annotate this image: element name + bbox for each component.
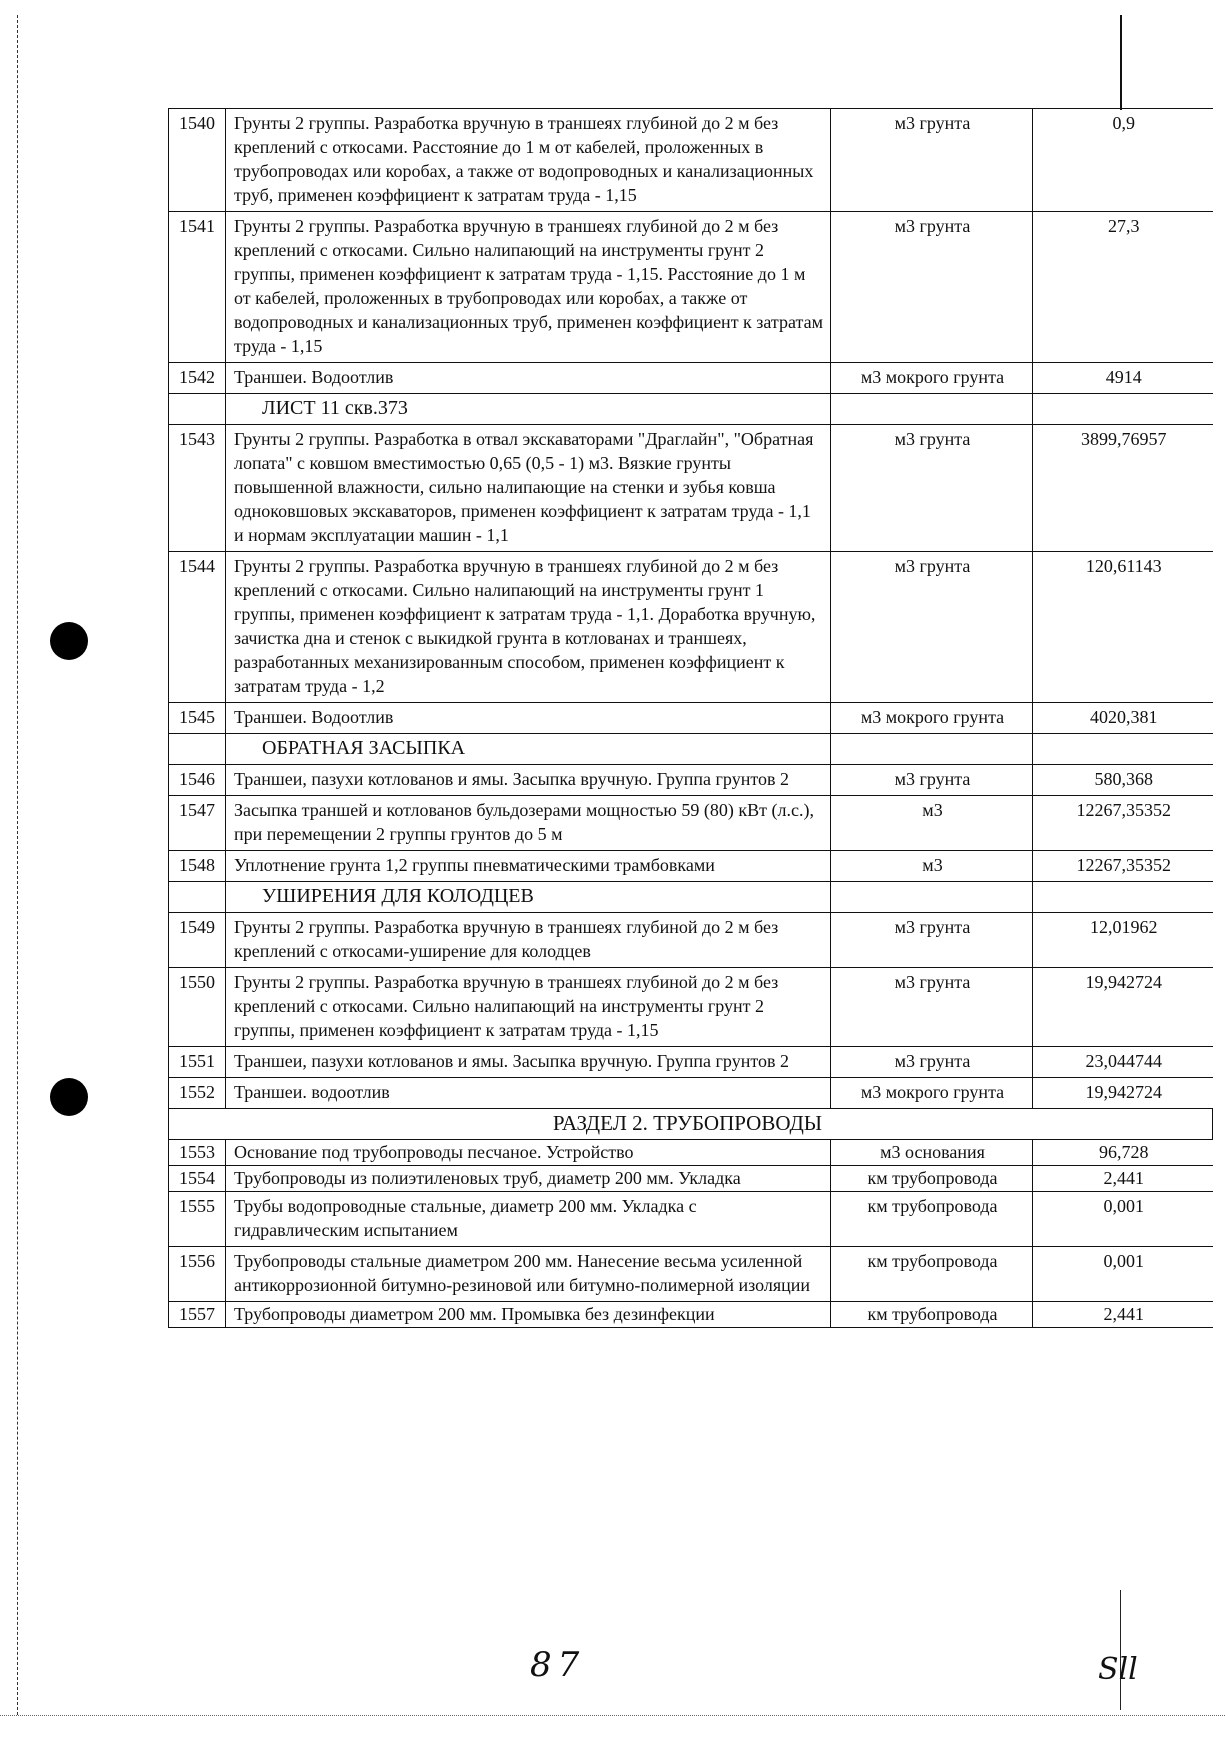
row-quantity: 12267,35352 [1033, 796, 1213, 851]
row-quantity: 580,368 [1033, 765, 1213, 796]
section-header-row [169, 394, 1213, 425]
row-quantity: 2,441 [1033, 1166, 1213, 1192]
row-quantity: 0,001 [1033, 1247, 1213, 1302]
row-description: Засыпка траншей и котлованов бульдозерами мощностью 59 (80) кВт (л.с.), при перемещении 2 группы грунтов до 5 м [226, 796, 831, 851]
table-row [169, 968, 1213, 1047]
row-number: 1547 [169, 796, 226, 851]
row-unit: км трубопровода [831, 1302, 1033, 1328]
table-row [169, 1140, 1213, 1166]
row-quantity: 2,441 [1033, 1302, 1213, 1328]
row-number: 1557 [169, 1302, 226, 1328]
estimate-table-body [169, 109, 1213, 1328]
row-description: Траншеи. Водоотлив [226, 703, 831, 734]
row-quantity: 3899,76957 [1033, 425, 1213, 552]
row-number: 1546 [169, 765, 226, 796]
row-description: Трубы водопроводные стальные, диаметр 200 мм. Укладка с гидравлическим испытанием [226, 1192, 831, 1247]
page-number: 87 [530, 1645, 586, 1685]
row-number: 1540 [169, 109, 226, 212]
row-number: 1552 [169, 1078, 226, 1109]
empty-cell [169, 394, 226, 425]
punch-hole-icon [50, 1078, 88, 1116]
row-quantity: 120,61143 [1033, 552, 1213, 703]
row-description: Траншеи, пазухи котлованов и ямы. Засыпка вручную. Группа грунтов 2 [226, 1047, 831, 1078]
row-unit: м3 [831, 851, 1033, 882]
row-unit: м3 мокрого грунта [831, 1078, 1033, 1109]
row-number: 1551 [169, 1047, 226, 1078]
row-quantity: 23,044744 [1033, 1047, 1213, 1078]
row-unit: м3 основания [831, 1140, 1033, 1166]
punch-hole-icon [50, 622, 88, 660]
row-number: 1545 [169, 703, 226, 734]
table-row [169, 765, 1213, 796]
row-quantity: 0,9 [1033, 109, 1213, 212]
row-unit: м3 грунта [831, 212, 1033, 363]
section-header-row [169, 734, 1213, 765]
row-unit: км трубопровода [831, 1247, 1033, 1302]
table-row [169, 1302, 1213, 1328]
row-quantity: 12,01962 [1033, 913, 1213, 968]
empty-cell [831, 882, 1033, 913]
section-title: РАЗДЕЛ 2. ТРУБОПРОВОДЫ [169, 1109, 1213, 1140]
table-row [169, 1247, 1213, 1302]
bottom-edge-dots [0, 1715, 1225, 1716]
empty-cell [169, 734, 226, 765]
row-number: 1542 [169, 363, 226, 394]
table-row [169, 109, 1213, 212]
row-description: Уплотнение грунта 1,2 группы пневматическими трамбовками [226, 851, 831, 882]
table-row [169, 425, 1213, 552]
row-description: Трубопроводы диаметром 200 мм. Промывка без дезинфекции [226, 1302, 831, 1328]
row-description: Трубопроводы стальные диаметром 200 мм. Нанесение весьма усиленной антикоррозионной битумно-резиновой или битумно-полимерной изоляции [226, 1247, 831, 1302]
table-row [169, 1192, 1213, 1247]
row-number: 1544 [169, 552, 226, 703]
row-unit: м3 мокрого грунта [831, 363, 1033, 394]
estimate-table [168, 108, 1213, 1328]
row-description: Трубопроводы из полиэтиленовых труб, диаметр 200 мм. Укладка [226, 1166, 831, 1192]
row-description: Грунты 2 группы. Разработка вручную в траншеях глубиной до 2 м без креплений с откосами. Сильно налипающий на инструменты грунт 2 группы, применен коэффициент к затратам труда - 1,15. Расстояние до 1 м от кабелей, проложенных в трубопроводах или коробах, а также от водопроводных и канализационных труб, применен коэффициент к затратам труда - 1,15 [226, 212, 831, 363]
row-unit: м3 грунта [831, 1047, 1033, 1078]
empty-cell [1033, 394, 1213, 425]
left-margin-line [17, 15, 18, 1715]
table-row [169, 552, 1213, 703]
row-number: 1554 [169, 1166, 226, 1192]
right-margin-line-top [1120, 15, 1122, 110]
row-number: 1548 [169, 851, 226, 882]
empty-cell [1033, 734, 1213, 765]
row-number: 1549 [169, 913, 226, 968]
table-row [169, 703, 1213, 734]
row-quantity: 19,942724 [1033, 968, 1213, 1047]
empty-cell [1033, 882, 1213, 913]
row-number: 1543 [169, 425, 226, 552]
row-quantity: 0,001 [1033, 1192, 1213, 1247]
section-title: УШИРЕНИЯ ДЛЯ КОЛОДЦЕВ [226, 882, 831, 913]
row-unit: км трубопровода [831, 1192, 1033, 1247]
table-row [169, 363, 1213, 394]
row-description: Грунты 2 группы. Разработка вручную в траншеях глубиной до 2 м без креплений с откосами. Сильно налипающий на инструменты грунт 2 группы, применен коэффициент к затратам труда - 1,15 [226, 968, 831, 1047]
row-unit: м3 грунта [831, 765, 1033, 796]
row-description: Грунты 2 группы. Разработка вручную в траншеях глубиной до 2 м без креплений с откосами-уширение для колодцев [226, 913, 831, 968]
row-unit: м3 грунта [831, 425, 1033, 552]
row-number: 1553 [169, 1140, 226, 1166]
row-unit: м3 мокрого грунта [831, 703, 1033, 734]
table-row [169, 1047, 1213, 1078]
section-title: ЛИСТ 11 скв.373 [226, 394, 831, 425]
section-header-row [169, 1109, 1213, 1140]
row-quantity: 4020,381 [1033, 703, 1213, 734]
row-description: Основание под трубопроводы песчаное. Устройство [226, 1140, 831, 1166]
table-row [169, 913, 1213, 968]
row-description: Грунты 2 группы. Разработка в отвал экскаваторами "Драглайн", "Обратная лопата" с ковшом вместимостью 0,65 (0,5 - 1) м3. Вязкие грунты повышенной влажности, сильно налипающие на стенки и зубья ковша одноковшовых экскаваторов, применен коэффициент к затратам труда - 1,1 и нормам эксплуатации машин - 1,1 [226, 425, 831, 552]
row-quantity: 96,728 [1033, 1140, 1213, 1166]
right-margin-line-bottom [1120, 1590, 1121, 1710]
row-description: Траншеи. водоотлив [226, 1078, 831, 1109]
row-unit: м3 грунта [831, 109, 1033, 212]
table-row [169, 851, 1213, 882]
table-row [169, 212, 1213, 363]
section-title: ОБРАТНАЯ ЗАСЫПКА [226, 734, 831, 765]
row-quantity: 12267,35352 [1033, 851, 1213, 882]
empty-cell [169, 882, 226, 913]
table-row [169, 1166, 1213, 1192]
row-quantity: 4914 [1033, 363, 1213, 394]
table-row [169, 1078, 1213, 1109]
row-description: Траншеи. Водоотлив [226, 363, 831, 394]
row-number: 1555 [169, 1192, 226, 1247]
row-unit: м3 грунта [831, 552, 1033, 703]
row-unit: м3 грунта [831, 913, 1033, 968]
row-description: Грунты 2 группы. Разработка вручную в траншеях глубиной до 2 м без креплений с откосами. Сильно налипающий на инструменты грунт 1 группы, применен коэффициент к затратам труда - 1,1. Доработка вручную, зачистка дна и стенок с выкидкой грунта в котлованах и траншеях, разработанных механизированным способом, применен коэффициент к затратам труда - 1,2 [226, 552, 831, 703]
row-number: 1556 [169, 1247, 226, 1302]
row-unit: м3 грунта [831, 968, 1033, 1047]
row-unit: м3 [831, 796, 1033, 851]
row-quantity: 27,3 [1033, 212, 1213, 363]
row-description: Грунты 2 группы. Разработка вручную в траншеях глубиной до 2 м без креплений с откосами. Расстояние до 1 м от кабелей, проложенных в трубопроводах или коробах, а также от водопроводных и канализационных труб, применен коэффициент к затратам труда - 1,15 [226, 109, 831, 212]
row-number: 1541 [169, 212, 226, 363]
section-header-row [169, 882, 1213, 913]
row-quantity: 19,942724 [1033, 1078, 1213, 1109]
row-description: Траншеи, пазухи котлованов и ямы. Засыпка вручную. Группа грунтов 2 [226, 765, 831, 796]
table-row [169, 796, 1213, 851]
empty-cell [831, 394, 1033, 425]
row-unit: км трубопровода [831, 1166, 1033, 1192]
empty-cell [831, 734, 1033, 765]
row-number: 1550 [169, 968, 226, 1047]
signature: Sll [1098, 1652, 1138, 1687]
